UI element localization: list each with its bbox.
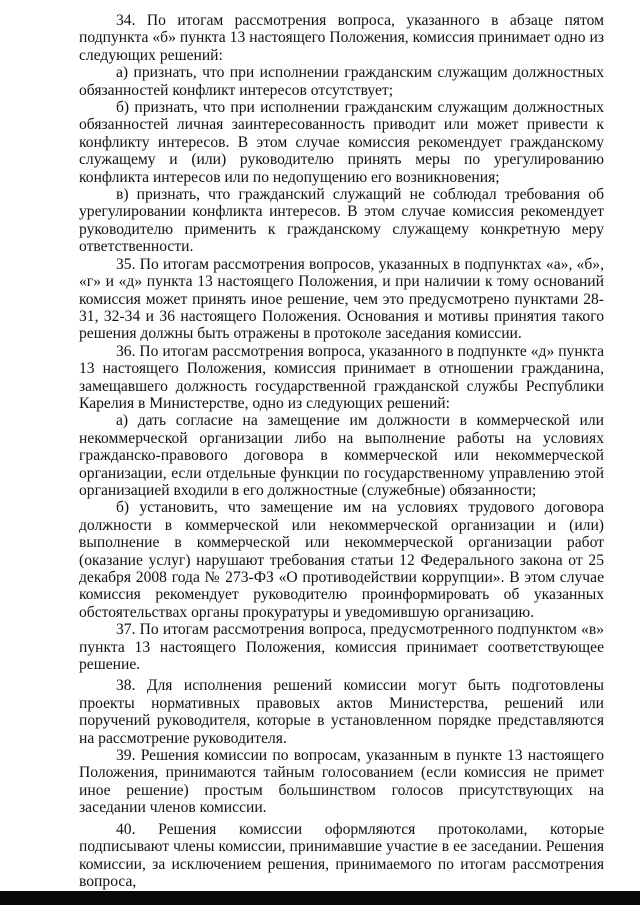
paragraph-40: 40. Решения комиссии оформляются протоколами, которые подписывают члены комиссии, принимавшие участие в ее заседании. Решения комиссии, за исключением решения, принимаемого по итогам рассмотрения вопроса, — [79, 820, 604, 890]
paragraph-34: 34. По итогам рассмотрения вопроса, указанного в абзаце пятом подпункта «б» пункта 13 настоящего Положения, комиссия принимает одно из следующих решений: — [79, 12, 604, 64]
paragraph-36-a: а) дать согласие на замещение им должности в коммерческой или некоммерческой организации либо на выполнение работы на условиях гражданско-правового договора в коммерческой или некоммерческой организации, если отдельные функции по государственному управлению этой организацией входили в его должностные (служебные) обязанности; — [79, 412, 604, 499]
paragraph-36: 36. По итогам рассмотрения вопроса, указанного в подпункте «д» пункта 13 настоящего Положения, комиссия принимает в отношении гражданина, замещавшего должность государственной гражданской службы Республики Карелия в Министерстве, одно из следующих решений: — [79, 342, 604, 412]
scan-bottom-edge — [0, 891, 640, 905]
paragraph-34-a: а) признать, что при исполнении гражданским служащим должностных обязанностей конфликт интересов отсутствует; — [79, 64, 604, 99]
paragraph-38: 38. Для исполнения решений комиссии могут быть подготовлены проекты нормативных правовых актов Министерства, решений или поручений руководителя, которые в установленном порядке представляются на рассмотрение руководителя. — [79, 677, 604, 747]
paragraph-39: 39. Решения комиссии по вопросам, указанным в пункте 13 настоящего Положения, принимаются тайным голосованием (если комиссия не примет иное решение) простым большинством голосов присутствующих на заседании членов комиссии. — [79, 747, 604, 817]
paragraph-35: 35. По итогам рассмотрения вопросов, указанных в подпунктах «а», «б», «г» и «д» пункта 13 настоящего Положения, и при наличии к тому оснований комиссия может принять иное решение, чем это предусмотрено пунктами 28-31, 32-34 и 36 настоящего Положения. Основания и мотивы принятия такого решения должны быть отражены в протоколе заседания комиссии. — [79, 255, 604, 343]
paragraph-36-b: б) установить, что замещение им на условиях трудового договора должности в коммерческой или некоммерческой организации и (или) выполнение в коммерческой или некоммерческой организации работ (оказание услуг) нарушают требования статьи 12 Федерального закона от 25 декабря 2008 года № 273-ФЗ «О противодействии коррупции». В этом случае комиссия рекомендует руководителю проинформировать об указанных обстоятельствах органы прокуратуры и уведомившую организацию. — [79, 499, 604, 621]
paragraph-37: 37. По итогам рассмотрения вопроса, предусмотренного подпунктом «в» пункта 13 настоящего Положения, комиссия принимает соответствующее решение. — [79, 621, 604, 674]
document-body — [79, 12, 604, 890]
paragraph-34-b: б) признать, что при исполнении гражданским служащим должностных обязанностей личная заинтересованность приводит или может привести к конфликту интересов. В этом случае комиссия рекомендует гражданскому служащему и (или) руководителю принять меры по урегулированию конфликта интересов или по недопущению его возникновения; — [79, 99, 604, 186]
paragraph-34-v: в) признать, что гражданский служащий не соблюдал требования об урегулировании конфликта интересов. В этом случае комиссия рекомендует руководителю применить к гражданскому служащему конкретную меру ответственности. — [79, 186, 604, 256]
